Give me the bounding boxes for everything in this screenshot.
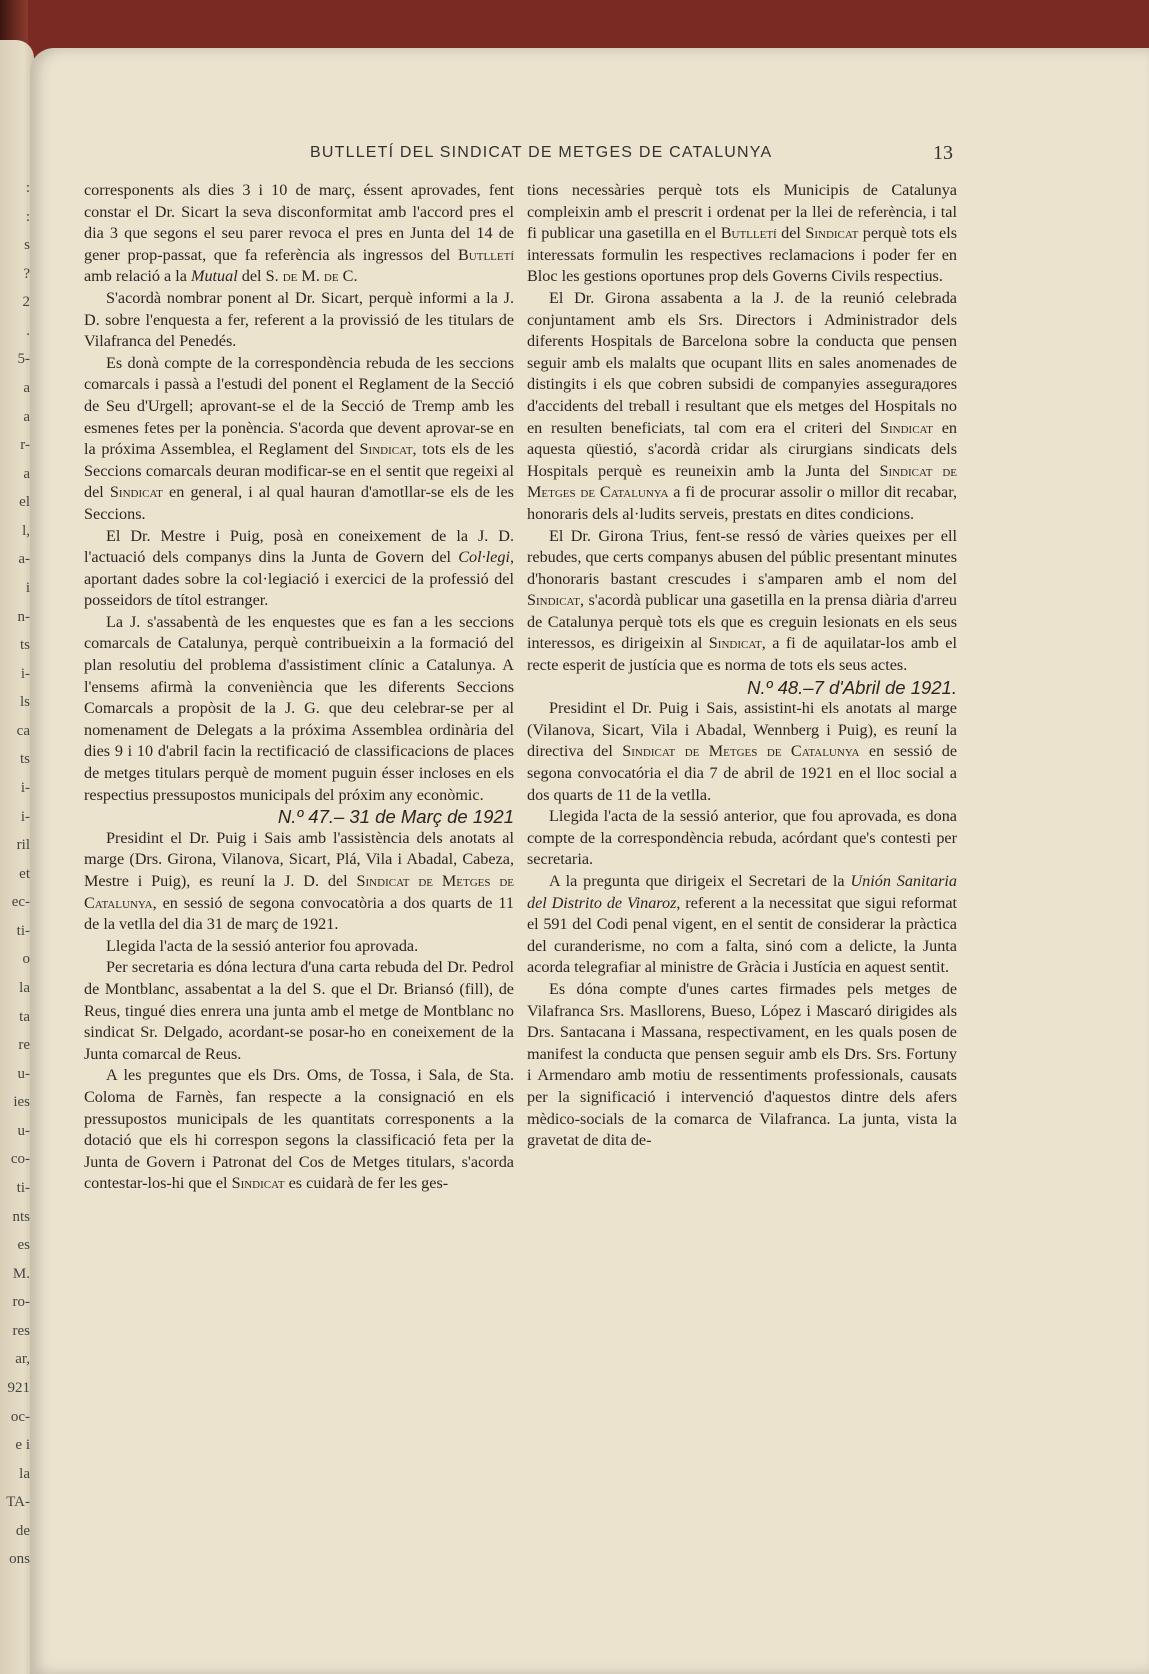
prev-page-fragment: l, bbox=[22, 522, 30, 539]
prev-page-fragment: a- bbox=[18, 551, 30, 568]
paragraph: La J. s'assabentà de les enquestes que es fan a les seccions comarcals de Catalunya, perquè contribueixin a la formació del plan resolutiu del problema d'assistiment clínic a Catalunya. A l'ensems afirmà la conveniència que les diferents Seccions Comarcals a propòsit de la J. G. que deu celebrar-se per al nomenament de Delegats a la próxima Assemblea ordinària del dies 9 i 10 d'abril facin la rectificació de classificacions de places de metges titulars perquè de moment puguin ésser incloses en els respectius pressupostos municipals del próxim any econòmic. bbox=[84, 612, 514, 804]
paragraph: Per secretaria es dóna lectura d'una carta rebuda del Dr. Pedrol de Montblanc, assabentat a la del S. que el Dr. Briansó (fill), de Reus, tingué dies enrera una junta amb el metge de Montblanc no sindicat Sr. Delgado, acordant-se posar-ho en coneixement de la Junta comarcal de Reus. bbox=[84, 958, 514, 1063]
prev-page-fragment: co- bbox=[10, 1151, 30, 1168]
prev-page-fragment: ti- bbox=[16, 922, 30, 939]
prev-page-fragment: ies bbox=[13, 1094, 30, 1111]
prev-page-fragment: ec- bbox=[11, 894, 30, 911]
paragraph: Llegida l'acta de la sessió anterior fou aprovada. bbox=[106, 936, 419, 955]
prev-page-fragment: ti- bbox=[16, 1180, 30, 1196]
prev-page-fragment: ca bbox=[16, 722, 30, 739]
paragraph: El Dr. Girona assabenta a la J. de la reunió celebrada conjuntament amb els Srs. Directors i Administrador dels diferents Hospitals de Barcelona sobre la conducta que pensen seguir amb els malalts que ocupant llits en sales anomenades de distingits i els que cobren subsidi de companyies assegurадores d'accidents del treball i resultant que els metges del Hospitals no en resulten beneficiats, tal com era el criteri del Sindicat en aquesta qüestió, s'acordà cridar als cirurgians sindicats dels Hospitals perquè es reuneixin amb la Junta del Sindicat de Metges de Catalunya a fi de procurar assolir o millor dit recabar, honoraris dels al·ludits serveis, prestats en dites condicions. bbox=[527, 288, 957, 523]
prev-page-fragment: ro- bbox=[12, 1294, 30, 1311]
prev-page-fragment: i- bbox=[20, 780, 30, 796]
left-column bbox=[84, 180, 514, 1195]
page-number: 13 bbox=[933, 142, 953, 164]
prev-page-fragment: n- bbox=[17, 608, 30, 625]
prev-page-fragment: . bbox=[26, 322, 30, 339]
prev-page-fragment: oc- bbox=[10, 1408, 30, 1425]
prev-page-fragment: ? bbox=[23, 265, 30, 282]
paragraph: El Dr. Girona Trius, fent-se ressó de vàries queixes per ell rebudes, que certs companys abusen del públic presentant minutes d'honoraris bastant crescudes i s'amparen amb el nom del Sindicat, s'acordà publicar una gasetilla en la prensa diària d'arreu de Catalunya perquè tots els que es creguin lesionats en els seus interessos, es dirigeixin al Sindicat, a fi de aquilatar-los amb el recte esperit de justícia que es norma de tots els seus actes. bbox=[527, 526, 957, 675]
prev-page-fragment: ls bbox=[19, 694, 30, 711]
prev-page-fragment: i- bbox=[20, 665, 30, 682]
prev-page-fragment: a bbox=[23, 465, 30, 482]
prev-page-fragment: : bbox=[25, 180, 30, 196]
prev-page-fragment: 2 bbox=[22, 294, 30, 311]
section-heading-47: N.º 47.– 31 de Març de 1921 bbox=[277, 806, 514, 828]
paragraph: A la pregunta que dirigeix el Secretari de la Unión Sanitaria del Distrito de Vinaroz, referent a la necessitat que sigui reformat el 591 del Codi penal vigent, en el sentit de considerar la pràctica del curanderisme, no com a falta, sinó com a delicte, la Junta acorda telegrafiar al ministre de Gràcia i Justícia en aquest sentit. bbox=[527, 872, 958, 977]
prev-page-fragment: a bbox=[23, 408, 30, 425]
paragraph: corresponents als dies 3 i 10 de març, éssent aprovades, fent constar el Dr. Sicart la seva disconformitat amb l'accord pres el dia 3 que segons el seu parer revoca el pres en Junta del 14 de gener prop-passat, que fa referència als ingressos del Butlletí amb relació a la Mutual del S. de M. de C. bbox=[84, 181, 514, 286]
prev-page-fragment: ts bbox=[19, 637, 30, 654]
prev-page-fragment: la bbox=[19, 1465, 30, 1482]
prev-page-fragment: el bbox=[19, 494, 30, 511]
paragraph: Es donà compte de la correspondència rebuda de les seccions comarcals i passà a l'estudi del ponent el Reglament de la Secció de Seu d'Urgell; aprovant-se el de la Secció de Tremp amb les esmenes fetes per la ponència. S'acorda que devent aprovar-se en la próxima Assemblea, el Reglament del Sindicat, tots els de les Seccions comarcals deuran modificar-se en el sentit que regeixi al del Sindicat en general, i al qual hauran d'amotllar-se els de les Seccions. bbox=[84, 353, 514, 523]
prev-page-fragment: nts bbox=[12, 1208, 30, 1225]
prev-page-fragment: : bbox=[25, 208, 30, 225]
prev-page-fragment: ar, bbox=[15, 1351, 30, 1368]
prev-page-fragment: TA- bbox=[6, 1494, 30, 1511]
page bbox=[30, 48, 1149, 1674]
paragraph: El Dr. Mestre i Puig, posà en coneixement de la J. D. l'actuació dels companys dins la Junta de Govern del Col·legi, aportant dades sobre la col·legiació i exercici de la professió del posseidors de títol estranger. bbox=[84, 526, 514, 610]
section-heading-48: N.º 48.–7 d'Abril de 1921. bbox=[747, 676, 957, 698]
prev-page-fragment: r- bbox=[20, 437, 30, 454]
prev-page-fragment: e i bbox=[15, 1437, 30, 1454]
prev-page-fragment: u- bbox=[17, 1122, 30, 1139]
paragraph: S'acordà nombrar ponent al Dr. Sicart, perquè informi a la J. D. sobre l'enquesta a fer, referent a la provissió de les titulars de Vilafranca del Penedés. bbox=[84, 288, 514, 351]
prev-page-fragment: s bbox=[24, 237, 30, 254]
prev-page-fragment: ts bbox=[19, 751, 30, 768]
paragraph: Es dóna compte d'unes cartes firmades pels metges de Vilafranca Srs. Masllorens, Bueso, López i Mascaró dirigides als Drs. Santacana i Massana, respectivament, en les quals posen de manifest la conducta que pensen seguir amb els Drs. Srs. Fortuny i Armendaro amb motiu de ressentiments professionals, causats per la significació i intervenció d'aquestos dintre dels afers mèdico-socials de la comarca de Vilafranca. La junta, vista la gravetat de dita de- bbox=[527, 979, 957, 1150]
right-column bbox=[527, 180, 957, 1152]
prev-page-fragment: o bbox=[22, 951, 30, 968]
prev-page-fragment: i- bbox=[20, 808, 30, 825]
paragraph: tions necessàries perquè tots els Municipis de Catalunya compleixin amb el prescrit i ordenat per la llei de referència, i tal fi publicar una gasetilla en el Butlletí del Sindicat perquè tots els interessats formulin les respectives reclamacions i poder fer en Bloc les gestions oportunes prop dels Governs Civils respectius. bbox=[527, 181, 957, 286]
prev-page-fragment: i bbox=[25, 580, 30, 596]
paragraph: Presidint el Dr. Puig i Sais amb l'assistència dels anotats al marge (Drs. Girona, Vilanova, Sicart, Plá, Vila i Abadal, Cabeza, Mestre i Puig), es reuní la J. D. del Sindicat de Metges de Catalunya, en sessió de segona convocatòria a dos quarts de 11 de la vetlla del dia 31 de març de 1921. bbox=[84, 828, 515, 934]
paragraph: Llegida l'acta de la sessió anterior, que fou aprovada, es dona compte de la correspondència rebuda, acórdant que's contesti per secretaria. bbox=[527, 807, 957, 869]
prev-page-fragment: et bbox=[19, 865, 30, 882]
running-title: BUTLLETÍ DEL SINDICAT DE METGES DE CATALUNYA bbox=[310, 144, 773, 161]
prev-page-fragment: es bbox=[17, 1237, 30, 1254]
prev-page-fragment: a bbox=[23, 380, 30, 396]
prev-page-fragment: u- bbox=[17, 1065, 30, 1082]
prev-page-fragment: M. bbox=[12, 1265, 30, 1282]
prev-page-fragment: ril bbox=[16, 837, 30, 854]
prev-page-fragment: 5- bbox=[17, 351, 30, 368]
prev-page-fragment: res bbox=[12, 1322, 30, 1339]
prev-page-fragment: 921 bbox=[7, 1380, 30, 1396]
prev-page-fragment: la bbox=[19, 980, 30, 996]
prev-page-fragment: ons bbox=[9, 1551, 30, 1568]
prev-page-fragment: de bbox=[15, 1522, 30, 1539]
paragraph: Presidint el Dr. Puig i Sais, assistint-hi els anotats al marge (Vilanova, Sicart, Vila i Abadal, Wennberg i Puig), es reuní la directiva del Sindicat de Metges de Catalunya en sessió de segona convocatória el dia 7 de abril de 1921 en el lloc social a dos quarts de 11 de la vetlla. bbox=[527, 699, 958, 804]
prev-page-fragment: ta bbox=[19, 1008, 30, 1025]
paragraph: A les preguntes que els Drs. Oms, de Tossa, i Sala, de Sta. Coloma de Farnès, fan respecte a la consignació en els pressupostos municipals de les quantitats corresponents a la dotació que els hi correspon segons la classificació feta per la Junta de Govern i Patronat del Cos de Metges titulars, s'acorda contestar-los-hi que el Sindicat es cuidarà de fer les ges- bbox=[84, 1066, 514, 1193]
previous-page-edge bbox=[0, 40, 34, 1674]
prev-page-fragment: re bbox=[18, 1037, 30, 1054]
